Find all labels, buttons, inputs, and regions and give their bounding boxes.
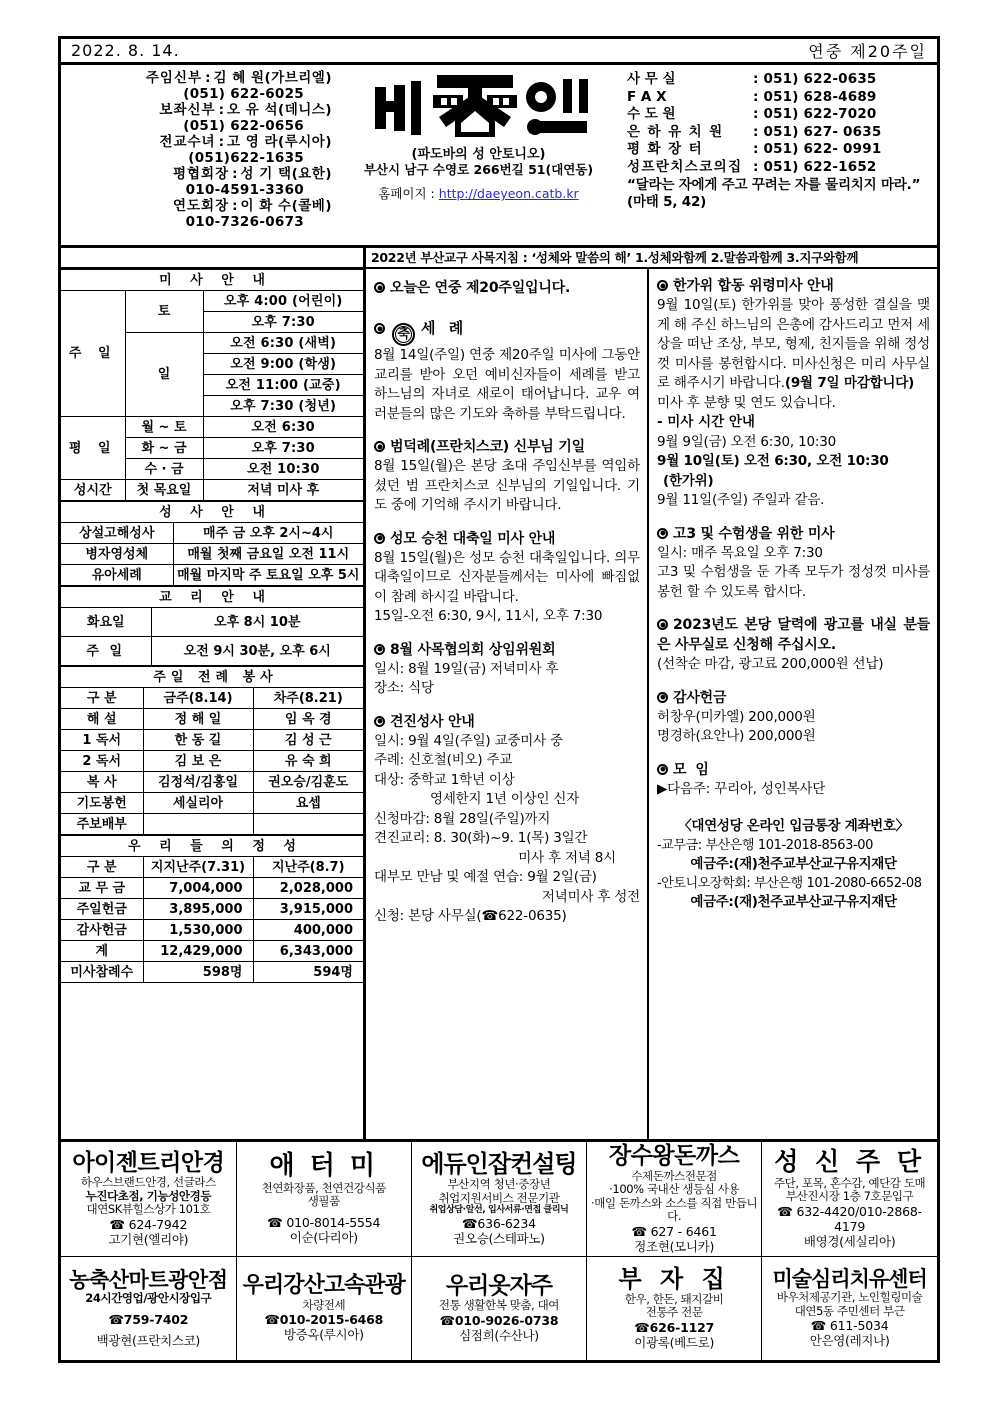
- mass-time: 오후 7:30: [203, 312, 363, 333]
- ad-description: 주단, 포목, 혼수감, 예단감 도매: [773, 1175, 926, 1190]
- top-bar: [61, 39, 937, 65]
- catechism-label: 주 일: [61, 637, 151, 666]
- liturgy-role: 복 사: [61, 772, 143, 793]
- parish-identity: [336, 65, 621, 245]
- contact-label: F A X: [627, 88, 667, 105]
- offering-table-title: 우 리 들 의 정 성: [61, 836, 363, 857]
- ad-owner: 방증옥(루시아): [283, 1327, 364, 1343]
- offering-amount: 7,004,000: [143, 878, 253, 899]
- staff-name: 오 유 석(데니스): [227, 102, 332, 118]
- announcement-students-title: 고3 및 수험생을 위한 미사: [657, 524, 930, 544]
- attendance-label: 미사참례수: [61, 962, 143, 983]
- ad-business-name: 아이젠트리안경: [72, 1150, 225, 1177]
- bullet-icon: [374, 644, 385, 655]
- table-row: [61, 899, 363, 920]
- offering-amount: 3,915,000: [253, 899, 363, 920]
- ad-description: 바우처제공기관, 노인힐링미술: [776, 1290, 923, 1305]
- announcement-memorial-body: 8월 15일(월)은 본당 초대 주임신부를 역임하셨던 범 프란치스코 신부님의 기일입니다. 기도 중에 기억해 주시기 바랍니다.: [374, 458, 640, 513]
- liturgy-next-week: 권오승/김훈도: [253, 772, 363, 793]
- staff-role: 주임신부: [145, 70, 203, 86]
- staff-phone: 010-4591-3360: [185, 182, 304, 198]
- ad-business-name: 성 신 주 단: [774, 1147, 925, 1177]
- bulletin-frame: [58, 36, 940, 1363]
- ad-subdescription: 취업상담·알선, 입사서류·면접 클리닉: [429, 1205, 569, 1216]
- confirmation-line: 저녁미사 후 성전: [541, 888, 640, 905]
- liturgy-role: 주보배부: [61, 814, 143, 835]
- contact-value: : 051) 627- 0635: [753, 123, 882, 140]
- table-row: [61, 814, 363, 835]
- staff-phone: (051) 622-0656: [183, 118, 304, 134]
- announcement-confirmation-title: 견진성사 안내: [374, 712, 640, 732]
- students-body: 고3 및 수험생을 둔 가족 모두가 정성껏 미사를 봉헌 할 수 있도록 합시다.: [657, 564, 930, 600]
- chuseok-deadline: (9월 7일 마감합니다): [784, 375, 915, 391]
- sacrament-label: 유아세례: [61, 565, 173, 586]
- holy-hour-day: 첫 목요일: [125, 480, 203, 501]
- ad-description: 차량전세: [302, 1297, 346, 1312]
- bulletin-date: 2022. 8. 14.: [71, 40, 180, 60]
- contact-directory: [621, 65, 937, 245]
- announcement-memorial-title: 범덕례(프란치스코) 신부님 기일: [374, 437, 640, 457]
- ad-owner: 이광록(베드로): [634, 1334, 715, 1350]
- sacrament-table-title: 성 사 안 내: [61, 502, 363, 523]
- liturgy-next-week: 임 옥 경: [253, 709, 363, 730]
- homepage-row: [336, 186, 621, 201]
- bullet-icon: [657, 764, 668, 775]
- mass-schedule-table: [61, 269, 363, 501]
- ad-cell[interactable]: [762, 1256, 937, 1360]
- announcement-assumption-title: 성모 승천 대축일 미사 안내: [374, 529, 640, 549]
- mass-time: 오후 7:30: [203, 438, 363, 459]
- table-row: [61, 751, 363, 772]
- liturgy-table-title: 주일 전례 봉사: [61, 667, 363, 688]
- ad-description: ·100% 국내산 생등심 사용: [609, 1182, 740, 1196]
- catechism-table-title: 교 리 안 내: [61, 587, 363, 608]
- bank-account-title: 〈대연성당 온라인 입금통장 계좌번호〉: [678, 818, 909, 834]
- contact-row: [627, 159, 929, 177]
- confirmation-line: 대상: 중학교 1학년 이상: [374, 771, 515, 788]
- liturgy-role: 해 설: [61, 709, 143, 730]
- liturgy-header: 금주(8.14): [143, 688, 253, 709]
- thanks-offering-item: 명경하(요안나) 200,000원: [657, 728, 816, 744]
- ad-phone: ☎ 632-4420/010-2868-4179: [777, 1203, 922, 1234]
- ad-description: 생필품: [307, 1194, 340, 1209]
- sacrament-value: 매월 첫째 금요일 오전 11시: [173, 544, 363, 565]
- ad-owner: 배영경(세실리아): [803, 1233, 896, 1249]
- parish-patron: (파도바의 성 안토니오): [411, 147, 546, 162]
- contact-value: : 051) 628-4689: [753, 88, 877, 105]
- confirmation-line: 신청마감: 8월 28일(주일)까지: [374, 810, 551, 827]
- homepage-label: 홈페이지 :: [378, 186, 435, 201]
- students-when: 일시: 매주 목요일 오후 7:30: [657, 544, 823, 561]
- liturgy-service-table: [61, 666, 363, 835]
- ad-business-name: 우리강산고속관광: [242, 1273, 405, 1299]
- ad-owner: 심점희(수산나): [459, 1327, 539, 1343]
- ad-business-name: 미술심리치유센터: [772, 1267, 927, 1292]
- contact-label: 사 무 실: [627, 71, 676, 87]
- staff-row: [67, 134, 332, 150]
- bank-account-holder: 예금주:(재)천주교부산교구유지재단: [690, 856, 897, 872]
- ad-description: 취업지원서비스 전문기관: [438, 1190, 560, 1205]
- attendance-count: 598명: [143, 962, 253, 983]
- council-where: 장소: 식당: [374, 680, 434, 696]
- staff-role: 평협회장: [172, 166, 230, 182]
- offering-amount: 1,530,000: [143, 920, 253, 941]
- ad-business-name: 부 자 집: [618, 1264, 730, 1293]
- confirmation-line: 신청: 본당 사무실(☎622-0635): [374, 908, 567, 924]
- staff-name: 성 기 택(요한): [240, 166, 332, 182]
- bullet-icon: [657, 619, 668, 630]
- offering-header: 지지난주(7.31): [143, 857, 253, 878]
- ad-cell[interactable]: [587, 1256, 762, 1360]
- bank-account-block: [657, 816, 930, 912]
- announcement-chuseok-title: 한가위 합동 위령미사 안내: [657, 276, 930, 296]
- ad-description: 대연SK뷰힐스상가 101호: [86, 1202, 211, 1217]
- liturgy-role: 기도봉헌: [61, 793, 143, 814]
- contact-label: 수 도 원: [627, 106, 676, 122]
- catechism-value: 오후 8시 10분: [151, 608, 363, 637]
- table-row: [61, 730, 363, 751]
- chuseok-time: 9월 9일(금) 오전 6:30, 10:30: [657, 433, 836, 450]
- liturgy-this-week: [143, 814, 253, 835]
- staff-role: 전교수녀: [159, 134, 216, 150]
- mass-group-weekday: 평 일: [61, 417, 125, 480]
- table-row: [61, 793, 363, 814]
- ad-owner: 권오승(스테파노): [453, 1231, 545, 1247]
- bullet-icon: [657, 528, 668, 539]
- liturgy-this-week: 김정석/김홍일: [143, 772, 253, 793]
- offering-header: 지난주(8.7): [253, 857, 363, 878]
- ad-phone: ☎010-2015-6468: [264, 1312, 384, 1328]
- attendance-count: 594명: [253, 962, 363, 983]
- bullet-icon: [374, 533, 385, 544]
- ad-phone: ☎ 611-5034: [810, 1318, 889, 1334]
- offering-amount: 3,895,000: [143, 899, 253, 920]
- staff-row: [67, 70, 332, 86]
- announcement-assumption-body: 8월 15일(월)은 성모 승천 대축일입니다. 의무 대축일이므로 신자분들께서는 미사에 빠짐없이 참례 하시길 바랍니다.: [374, 549, 640, 605]
- ad-phone: ☎626-1127: [634, 1319, 715, 1335]
- ad-business-name: 장수왕돈까스: [609, 1143, 740, 1170]
- announcement-baptism-title: 축 세 례: [374, 318, 640, 346]
- mass-day-saturday: 토: [125, 291, 203, 333]
- ad-cell[interactable]: [61, 1256, 236, 1360]
- ad-description: 전통주 전문: [645, 1305, 703, 1320]
- staff-phone: 010-7326-0673: [185, 214, 304, 230]
- ad-description: 천연화장품, 천연건강식품: [261, 1180, 386, 1195]
- calendar-ad-note: (선착순 마감, 광고료 200,000원 선납): [657, 656, 884, 672]
- ad-cell[interactable]: [236, 1142, 411, 1256]
- bullet-icon: [374, 716, 385, 727]
- staff-directory: [61, 65, 336, 245]
- sacrament-label: 상설고해성사: [61, 523, 173, 544]
- ad-description: 24시간영업/광안시장입구: [85, 1291, 212, 1306]
- sacrament-value: 매월 마지막 주 토요일 오후 5시: [173, 565, 363, 586]
- chuseok-time: 9월 11일(주일) 주일과 같음.: [657, 492, 825, 508]
- advertisement-grid: [61, 1142, 937, 1360]
- ad-cell[interactable]: [587, 1142, 762, 1256]
- colon-separator: :: [205, 70, 211, 86]
- parish-logo: [336, 71, 621, 143]
- ad-business-name: 농축산마트광안점: [69, 1267, 228, 1292]
- confirmation-line: 영세한지 1년 이상인 신자: [430, 791, 580, 807]
- contact-row: [627, 141, 929, 159]
- colon-separator: :: [232, 198, 238, 214]
- contact-row: [627, 106, 929, 124]
- ad-description: 부산지역 청년·중장년: [447, 1177, 551, 1192]
- holy-hour-time: 저녁 미사 후: [203, 480, 363, 501]
- table-row: [61, 878, 363, 899]
- liturgy-this-week: 세실리아: [143, 793, 253, 814]
- offering-label: 감사헌금: [61, 920, 143, 941]
- catechism-value: 오전 9시 30분, 오후 6시: [151, 637, 363, 666]
- announcement-assumption-times: 15일-오전 6:30, 9시, 11시, 오후 7:30: [374, 608, 603, 624]
- staff-phone: (051)622-1635: [188, 150, 304, 166]
- offering-amount: 2,028,000: [253, 878, 363, 899]
- mass-time: 오전 11:00 (교중): [203, 375, 363, 396]
- announcement-council-title: 8월 사목협의회 상임위원회: [374, 640, 640, 660]
- ad-owner: 정조현(모니카): [634, 1238, 715, 1254]
- thanks-offering-item: 허창우(미카엘) 200,000원: [657, 708, 816, 725]
- announcements-column-1: [366, 269, 649, 1139]
- liturgy-next-week: 유 숙 희: [253, 751, 363, 772]
- mass-time: 오전 9:00 (학생): [203, 354, 363, 375]
- ad-business-name: 애 터 미: [269, 1151, 378, 1182]
- sacrament-label: 병자영성체: [61, 544, 173, 565]
- contact-row: [627, 89, 929, 107]
- catechism-label: 화요일: [61, 608, 151, 637]
- mass-day-sunday: 일: [125, 333, 203, 417]
- ad-phone: ☎759-7402: [108, 1311, 189, 1327]
- contact-value: : 051) 622- 0991: [753, 141, 882, 157]
- sacrament-value: 매주 금 오후 2시~4시: [173, 523, 363, 544]
- ad-description: 대연5동 주민센터 부근: [794, 1303, 905, 1318]
- daeyeon-logo-icon: [363, 71, 595, 143]
- staff-name: 김 혜 원(가브리엘): [213, 70, 332, 86]
- chuseok-time: 9월 10일(토) 오전 6:30, 오전 10:30: [657, 453, 889, 469]
- ad-phone: ☎010-9026-0738: [439, 1312, 559, 1328]
- ad-description: ·매일 돈까스와 소스를 직접 만듭니다.: [591, 1195, 758, 1223]
- announcement-meeting-title: 모 임: [657, 760, 930, 780]
- announcement-thanks-offering-title: 감사헌금: [657, 688, 930, 708]
- ad-cell[interactable]: [411, 1142, 586, 1256]
- ad-cell[interactable]: [411, 1256, 586, 1360]
- offering-total-amount: 12,429,000: [143, 941, 253, 962]
- advertisement-section: [61, 1139, 937, 1360]
- announcement-today: 오늘은 연중 제20주일입니다.: [374, 278, 640, 298]
- offering-header: 구 분: [61, 857, 143, 878]
- ad-description: 누진다초점, 기능성안경등: [85, 1188, 212, 1203]
- staff-name: 고 영 라(루시아): [227, 134, 332, 150]
- contact-label: 성프란치스코의집: [627, 158, 743, 175]
- chuseok-time-note: (한가위): [663, 472, 714, 489]
- guideline-strip: [61, 248, 937, 269]
- guideline-spacer: [61, 248, 366, 267]
- offering-label: 교 무 금: [61, 878, 143, 899]
- ad-row: [61, 1142, 937, 1256]
- confirmation-line: 미사 후 저녁 8시: [518, 849, 616, 866]
- chuseok-times-heading: - 미사 시간 안내: [657, 414, 755, 430]
- bullet-icon: [374, 282, 385, 293]
- bank-account-line: -교무금: 부산은행 101-2018-8563-00: [657, 838, 874, 853]
- masthead: [61, 65, 937, 248]
- ad-business-name: 에듀인잡컨설팅: [421, 1149, 577, 1178]
- congratulation-badge-icon: 축: [392, 323, 415, 346]
- bullet-icon: [374, 323, 385, 334]
- liturgy-header: 구 분: [61, 688, 143, 709]
- liturgy-this-week: 정 해 일: [143, 709, 253, 730]
- bank-account-line: -안토니오장학회: 부산은행 101-2080-6652-08: [657, 876, 922, 891]
- liturgy-next-week: 요셉: [253, 793, 363, 814]
- liturgy-this-week: 한 동 길: [143, 730, 253, 751]
- table-row: [61, 772, 363, 793]
- sacrament-table: [61, 501, 363, 586]
- announcement-baptism-body: 8월 14일(주일) 연중 제20주일 미사에 그동안 교리를 받아 오던 예비신자들이 세례를 받고 하느님의 자녀로 새로이 태어납니다. 교우 여러분들의 많은 기도와 축하를 부탁드립니다.: [374, 347, 640, 422]
- staff-row: [67, 198, 332, 214]
- offering-total-label: 계: [61, 941, 143, 962]
- liturgy-header: 차주(8.21): [253, 688, 363, 709]
- homepage-link[interactable]: http://daeyeon.catb.kr: [438, 186, 579, 201]
- ad-description: 하우스브랜드안경, 선글라스: [80, 1175, 216, 1190]
- parish-address: 부산시 남구 수영로 266번길 51(대연동): [363, 162, 594, 177]
- mass-time: 오후 4:00 (어린이): [203, 291, 363, 312]
- table-row: [61, 920, 363, 941]
- staff-phone: (051) 622-6025: [183, 86, 304, 102]
- table-row: [61, 941, 363, 962]
- mass-time: 오전 6:30: [203, 417, 363, 438]
- ad-phone: ☎636-6234: [461, 1216, 536, 1232]
- contact-row: [627, 124, 929, 142]
- staff-role: 보좌신부: [159, 102, 216, 118]
- ad-cell[interactable]: [236, 1256, 411, 1360]
- ad-cell[interactable]: [61, 1142, 236, 1256]
- meeting-next-week: ▶다음주: 꾸리아, 성인복사단: [657, 780, 826, 797]
- ad-description: 한우, 한돈, 돼지갈비: [624, 1291, 724, 1306]
- ad-phone: ☎ 624-7942: [109, 1216, 188, 1232]
- staff-role: 연도회장: [172, 198, 230, 214]
- ad-description: 수제돈까스전문점: [631, 1168, 717, 1183]
- chuseok-incense-note: 미사 후 분향 및 연도 있습니다.: [657, 394, 836, 411]
- liturgy-this-week: 김 보 은: [143, 751, 253, 772]
- offering-table: [61, 835, 363, 983]
- colon-separator: :: [218, 102, 224, 118]
- mass-time: 오전 10:30: [203, 459, 363, 480]
- contact-label: 평 화 장 터: [627, 141, 704, 157]
- offering-total-amount: 6,343,000: [253, 941, 363, 962]
- ad-business-name: 우리옷자주: [445, 1272, 553, 1299]
- mass-day: 월 ~ 토: [125, 417, 203, 438]
- ad-row: [61, 1256, 937, 1360]
- liturgical-season: 연중 제20주일: [808, 41, 927, 61]
- announcement-calendar-ad-title: 2023년도 본당 달력에 광고를 내실 분들은 사무실로 신청해 주십시오.: [657, 617, 930, 653]
- contact-row: [627, 71, 929, 89]
- colon-separator: :: [232, 166, 238, 182]
- offering-amount: 400,000: [253, 920, 363, 941]
- confirmation-line: 일시: 9월 4일(주일) 교중미사 중: [374, 732, 563, 749]
- mass-time: 오후 7:30 (청년): [203, 396, 363, 417]
- scripture-verse: “달라는 자에게 주고 꾸려는 자를 물리치지 마라.” (마태 5, 42): [627, 177, 921, 210]
- bank-account-holder: 예금주:(재)천주교부산교구유지재단: [690, 894, 897, 910]
- ad-description: 전통 생활한복 맞춤, 대여: [438, 1298, 560, 1313]
- bullet-icon: [374, 441, 385, 452]
- ad-owner: 안은영(레지나): [809, 1333, 890, 1349]
- staff-row: [67, 166, 332, 182]
- table-row: [61, 962, 363, 983]
- mass-day: 화 ~ 금: [125, 438, 203, 459]
- mass-day: 수 · 금: [125, 459, 203, 480]
- liturgy-role: 1 독서: [61, 730, 143, 751]
- confirmation-line: 주례: 신호철(비오) 주교: [374, 752, 513, 768]
- colon-separator: :: [218, 134, 224, 150]
- ad-description: 부산진시장 1층 7호문입구: [785, 1189, 914, 1204]
- liturgy-next-week: [253, 814, 363, 835]
- bullet-icon: [657, 692, 668, 703]
- announcements-column-2: [649, 269, 937, 1139]
- bullet-icon: [657, 280, 668, 291]
- ad-owner: 백광현(프란치스코): [96, 1332, 201, 1348]
- contact-value: : 051) 622-7020: [753, 106, 877, 122]
- contact-value: : 051) 622-1652: [753, 158, 877, 175]
- confirmation-line: 대부모 만남 및 예절 연습: 9월 2일(금): [374, 869, 597, 885]
- ad-cell[interactable]: [762, 1142, 937, 1256]
- staff-row: [67, 102, 332, 118]
- mass-table-title: 미 사 안 내: [61, 270, 363, 291]
- liturgy-next-week: 김 성 근: [253, 730, 363, 751]
- mass-time: 오전 6:30 (새벽): [203, 333, 363, 354]
- mass-group-sunday: 주 일: [61, 291, 125, 417]
- ad-owner: 고기현(엘리야): [108, 1231, 189, 1247]
- council-when: 일시: 8월 19일(금) 저녁미사 후: [374, 660, 559, 677]
- staff-name: 이 화 수(콜베): [240, 198, 332, 214]
- contact-value: : 051) 622-0635: [753, 71, 877, 87]
- contact-label: 은 하 유 치 원: [627, 123, 724, 140]
- ad-owner: 이순(다리아): [289, 1229, 358, 1245]
- table-row: [61, 709, 363, 730]
- diocese-guideline: 2022년 부산교구 사목지침 : ‘성체와 말씀의 해’ 1.성체와함께 2.말씀과함께 3.지구와함께: [371, 250, 859, 265]
- catechism-table: [61, 586, 363, 666]
- body-columns: [61, 269, 937, 1139]
- offering-label: 주일헌금: [61, 899, 143, 920]
- liturgy-role: 2 독서: [61, 751, 143, 772]
- ad-phone: ☎ 010-8014-5554: [267, 1214, 381, 1230]
- confirmation-line: 견진교리: 8. 30(화)~9. 1(목) 3일간: [374, 830, 588, 846]
- holy-hour-label: 성시간: [61, 480, 125, 501]
- ad-phone: ☎ 627 - 6461: [631, 1223, 717, 1239]
- announcement-chuseok-body: 9월 10일(토) 한가위를 맞아 풍성한 결실을 맺게 해 주신 하느님의 은총에 감사드리고 먼저 세상을 떠난 조상, 부모, 형제, 친지들을 위해 정성껏 미사를 봉헌합시다. 미사신청은 미리 사무실로 해주시기 바랍니다.(9월 7일 마감합니다): [657, 297, 930, 391]
- schedule-column: [61, 269, 366, 1139]
